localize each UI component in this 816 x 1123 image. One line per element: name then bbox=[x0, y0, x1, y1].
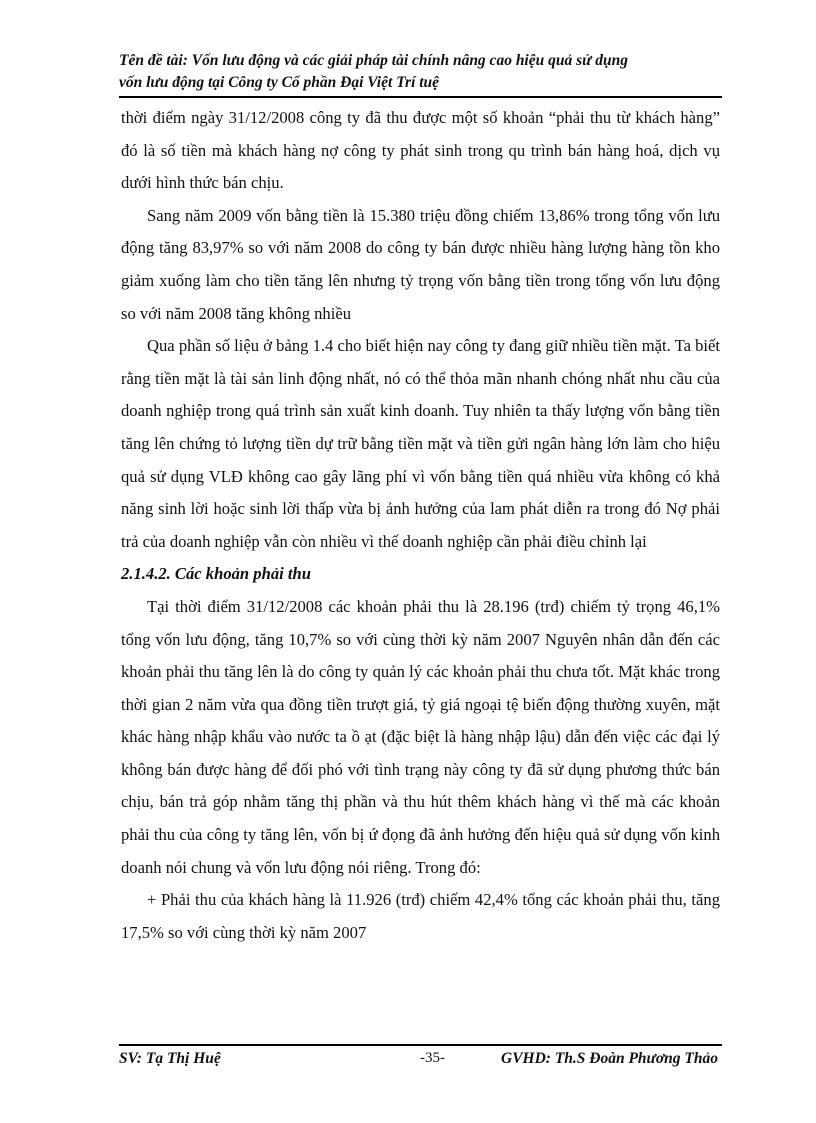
paragraph-4: Tại thời điểm 31/12/2008 các khoản phải thu là 28.196 (trđ) chiếm tỷ trọng 46,1% tổng vốn lưu động, tăng 10,7% so với cùng thời kỳ năm 2007 Nguyên nhân dẫn đến các khoản phải thu tăng lên là do công ty quản lý các khoản phải thu chưa tốt. Mặt khác trong thời gian 2 năm vừa qua đồng tiền trượt giá, tỷ giá ngoại tệ biến động thường xuyên, mặt khác hàng nhập khẩu vào nước ta ồ ạt (đặc biệt là hàng nhập lậu) dẫn đến việc các đại lý không bán được hàng để đối phó với tình trạng này công ty đã sử dụng phương thức bán chịu, bán trả góp nhằm tăng thị phần và thu hút thêm khách hàng vì thế mà các khoản phải thu của công ty tăng lên, vốn bị ứ đọng đã ảnh hưởng đến hiệu quả sử dụng vốn kinh doanh nói chung và vốn lưu động nói riêng. Trong đó: bbox=[121, 596, 720, 877]
document-body bbox=[121, 102, 720, 949]
header-title-line-1: Tên đề tài: Vốn lưu động và các giải pháp tài chính nâng cao hiệu quả sử dụng bbox=[119, 52, 629, 69]
paragraph-5: + Phải thu của khách hàng là 11.926 (trđ) chiếm 42,4% tổng các khoản phải thu, tăng 17,5% so với cùng thời kỳ năm 2007 bbox=[121, 890, 720, 942]
header-title-line-2: vốn lưu động tại Công ty Cổ phần Đại Việt Trí tuệ bbox=[119, 74, 440, 91]
page-footer bbox=[119, 1050, 722, 1074]
section-heading: 2.1.4.2. Các khoản phải thu bbox=[121, 564, 311, 584]
paragraph-1: thời điểm ngày 31/12/2008 công ty đã thu được một số khoản “phải thu từ khách hàng” đó là số tiền mà khách hàng nợ công ty phát sinh trong qu trình bán hàng hoá, dịch vụ dưới hình thức bán chịu. bbox=[121, 108, 720, 193]
footer-divider bbox=[119, 1044, 722, 1046]
footer-advisor: GVHD: Th.S Đoàn Phương Thảo bbox=[501, 1050, 718, 1067]
page-header bbox=[119, 50, 719, 94]
page-number: -35- bbox=[420, 1050, 445, 1066]
header-divider bbox=[119, 96, 722, 98]
paragraph-3: Qua phần số liệu ở bảng 1.4 cho biết hiện nay công ty đang giữ nhiều tiền mặt. Ta biết rằng tiền mặt là tài sản linh động nhất, nó có thể thỏa mãn nhanh chóng nhất nhu cầu của doanh nghiệp trong quá trình sản xuất kinh doanh. Tuy nhiên ta thấy lượng vốn bằng tiền tăng lên chứng tỏ lượng tiền dự trữ bằng tiền mặt và tiền gửi ngân hàng lớn làm cho hiệu quả sử dụng VLĐ không cao gây lãng phí vì vốn bằng tiền quá nhiều vừa không có khả năng sinh lời hoặc sinh lời thấp vừa bị ảnh hưởng của lam phát diễn ra trong đó Nợ phải trả của doanh nghiệp vẫn còn nhiều vì thế doanh nghiệp cần phải điều chỉnh lại bbox=[121, 336, 720, 551]
footer-student: SV: Tạ Thị Huệ bbox=[119, 1050, 221, 1067]
paragraph-2: Sang năm 2009 vốn bằng tiền là 15.380 triệu đồng chiếm 13,86% trong tổng vốn lưu động tăng 83,97% so với năm 2008 do công ty bán được nhiều hàng lượng hàng tồn kho giảm xuống làm cho tiền tăng lên nhưng tỷ trọng vốn bằng tiền trong tổng vốn lưu động so với năm 2008 tăng không nhiều bbox=[121, 205, 720, 323]
